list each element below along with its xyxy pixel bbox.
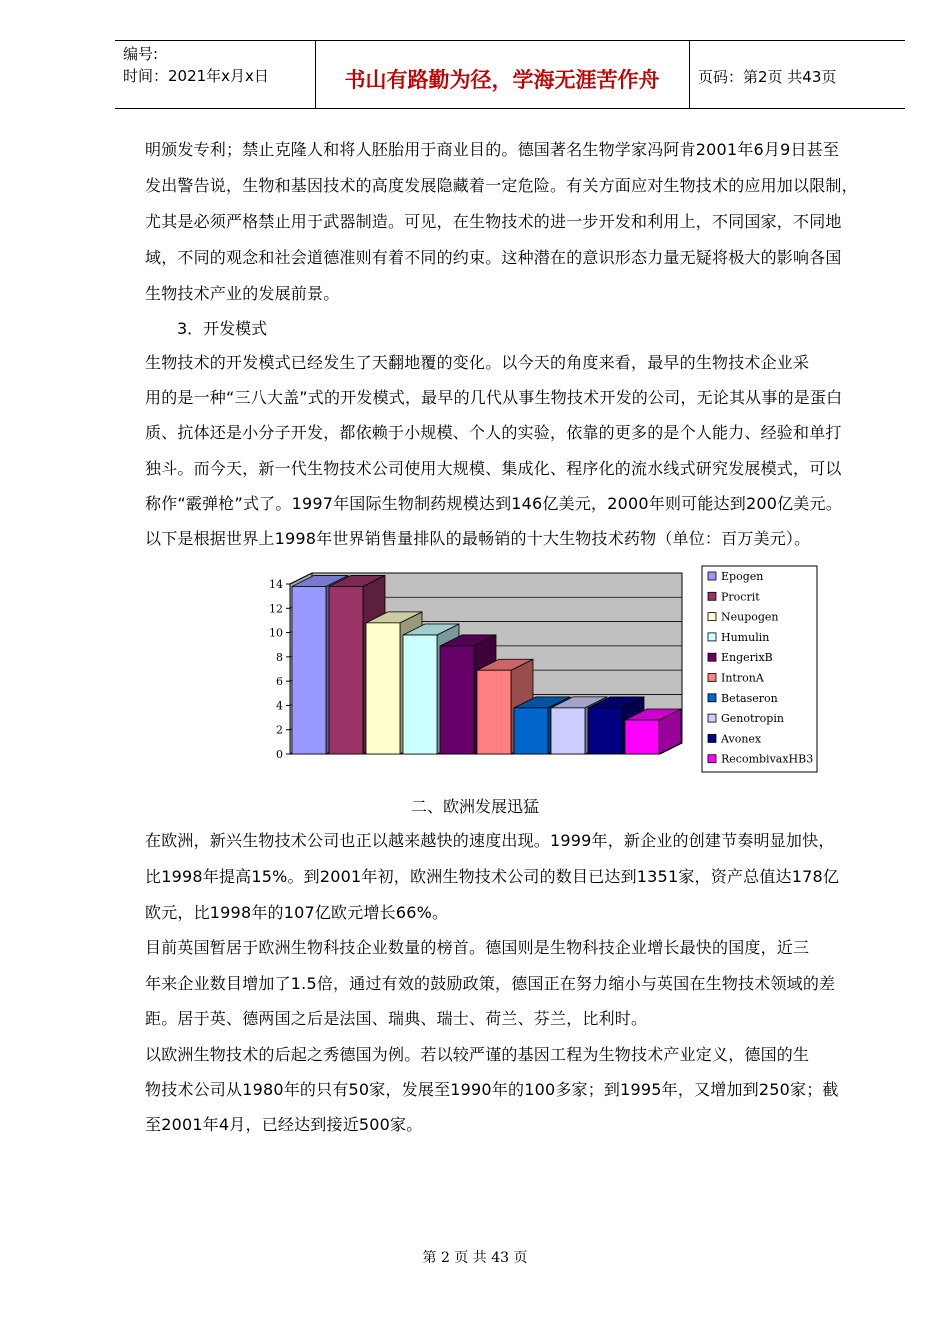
bar bbox=[366, 623, 400, 754]
page-info: 页码：第2页 共43页 bbox=[698, 68, 837, 86]
y-tick-label: 12 bbox=[269, 602, 283, 616]
legend-label: Humulin bbox=[721, 630, 770, 644]
legend-swatch bbox=[708, 633, 716, 641]
paragraph-line: 比1998年提高15%。到2001年初，欧洲生物技术公司的数目已达到1351家，资产总值达178亿 bbox=[145, 867, 840, 886]
y-tick-label: 0 bbox=[276, 748, 283, 761]
legend-label: Procrit bbox=[721, 590, 760, 604]
paragraph-line: 独斗。而今天，新一代生物技术公司使用大规模、集成化、程序化的流水线式研究发展模式，可以 bbox=[145, 459, 842, 478]
paragraph-line: 质、抗体还是小分子开发，都依赖于小规模、个人的实验，依靠的更多的是个人能力、经验和单打 bbox=[145, 423, 842, 442]
paragraph-line: 物技术公司从1980年的只有50家，发展至1990年的100多家；到1995年，又增加到250家；截 bbox=[145, 1080, 839, 1099]
bar bbox=[625, 720, 659, 754]
paragraph-line: 以欧洲生物技术的后起之秀德国为例。若以较严谨的基因工程为生物技术产业定义，德国的生 bbox=[145, 1045, 810, 1064]
paragraph-line: 目前英国暂居于欧洲生物科技企业数量的榜首。德国则是生物科技企业增长最快的国度，近三 bbox=[145, 938, 810, 957]
y-tick-label: 2 bbox=[276, 723, 283, 737]
header-motto-cell bbox=[315, 41, 690, 108]
paragraph-line: 生物技术产业的发展前景。 bbox=[145, 284, 340, 303]
y-tick-label: 10 bbox=[269, 626, 283, 640]
y-tick-label: 4 bbox=[276, 699, 283, 713]
legend-swatch bbox=[708, 674, 716, 682]
legend-label: Avonex bbox=[721, 732, 762, 746]
legend-swatch bbox=[708, 714, 716, 722]
paragraph-line: 域，不同的观念和社会道德准则有着不同的约束。这种潜在的意识形态力量无疑将极大的影响各国 bbox=[145, 248, 842, 267]
bar bbox=[477, 670, 511, 754]
bar bbox=[514, 708, 548, 754]
legend-swatch bbox=[708, 694, 716, 702]
time-label: 时间：2021年x月x日 bbox=[123, 67, 269, 85]
y-tick-label: 6 bbox=[276, 675, 283, 689]
bar bbox=[588, 708, 622, 754]
legend-swatch bbox=[708, 613, 716, 621]
bar bbox=[292, 586, 326, 754]
paragraph-line: 生物技术的开发模式已经发生了天翻地覆的变化。以今天的角度来看，最早的生物技术企业采 bbox=[145, 353, 810, 372]
section-heading: 3．开发模式 bbox=[177, 319, 268, 338]
page-footer: 第 2 页 共 43 页 bbox=[422, 1250, 528, 1266]
motto: 书山有路勤为径，学海无涯苦作舟 bbox=[344, 67, 660, 92]
legend-swatch bbox=[708, 755, 716, 763]
paragraph-line: 用的是一种“三八大盖”式的开发模式，最早的几代从事生物技术开发的公司，无论其从事的是蛋白 bbox=[145, 388, 843, 407]
section-heading: 二、欧洲发展迅猛 bbox=[410, 797, 539, 816]
paragraph-line: 称作“霰弹枪”式了。1997年国际生物制药规模达到146亿美元，2000年则可能达到200亿美元。 bbox=[145, 494, 842, 513]
bar bbox=[551, 708, 585, 754]
legend-label: Genotropin bbox=[721, 712, 784, 726]
page-header bbox=[115, 40, 905, 109]
paragraph-line: 距。居于英、德两国之后是法国、瑞典、瑞士、荷兰、芬兰，比利时。 bbox=[145, 1009, 648, 1028]
legend-swatch bbox=[708, 572, 716, 580]
number-label: 编号: bbox=[123, 45, 159, 63]
legend-label: Betaseron bbox=[721, 691, 778, 705]
chart-intro: 以下是根据世界上1998年世界销售量排队的最畅销的十大生物技术药物（单位：百万美元）。 bbox=[145, 529, 811, 548]
paragraph-line: 明颁发专利；禁止克隆人和将人胚胎用于商业目的。德国著名生物学家冯阿肯2001年6月9日甚至 bbox=[145, 140, 840, 159]
paragraph-line: 在欧洲，新兴生物技术公司也正以越来越快的速度出现。1999年，新企业的创建节奏明显加快， bbox=[145, 831, 835, 850]
y-tick-label: 14 bbox=[269, 578, 283, 591]
paragraph-line: 年来企业数目增加了1.5倍，通过有效的鼓励政策，德国正在努力缩小与英国在生物技术领域的差 bbox=[145, 974, 836, 993]
bar bbox=[440, 646, 474, 754]
y-tick-label: 8 bbox=[276, 650, 283, 664]
paragraph-line: 欧元，比1998年的107亿欧元增长66%。 bbox=[145, 903, 449, 922]
legend-label: EngerixB bbox=[721, 651, 773, 665]
header-meta-cell bbox=[115, 41, 316, 108]
legend-label: RecombivaxHB3 bbox=[721, 752, 814, 766]
bar bbox=[403, 635, 437, 754]
legend-label: Neupogen bbox=[721, 610, 779, 624]
legend-label: Epogen bbox=[721, 570, 764, 583]
header-page-cell bbox=[689, 41, 905, 108]
bar-chart bbox=[235, 565, 825, 775]
legend-swatch bbox=[708, 653, 716, 661]
legend-swatch bbox=[708, 734, 716, 742]
paragraph-line: 至2001年4月，已经达到接近500家。 bbox=[145, 1115, 423, 1134]
paragraph-line: 尤其是必须严格禁止用于武器制造。可见，在生物技术的进一步开发和利用上，不同国家，不同地 bbox=[145, 212, 842, 231]
paragraph-line: 发出警告说，生物和基因技术的高度发展隐藏着一定危险。有关方面应对生物技术的应用加以限制， bbox=[145, 176, 858, 195]
bar bbox=[329, 586, 363, 754]
legend-swatch bbox=[708, 592, 716, 600]
legend-label: IntronA bbox=[721, 671, 764, 685]
